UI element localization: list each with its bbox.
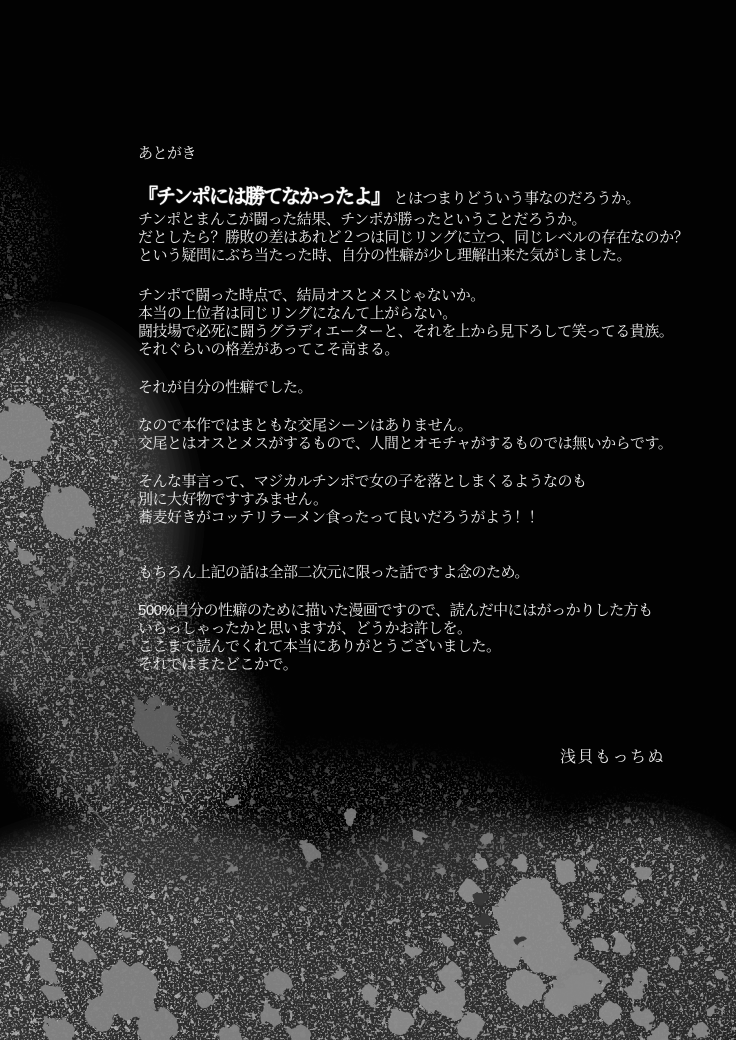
text-line: 本当の上位者は同じリングになんて上がらない。 [138,305,457,322]
text-line: 闘技場で必死に闘うグラディエーターと、それを上から見下ろして笑ってる貴族。 [138,323,674,340]
text-line: チンポで闘った時点で、結局オスとメスじゃないか。 [138,287,485,304]
text-line: そんな事言って、マジカルチンポで女の子を落としまくるようなのも [138,473,587,490]
text-line: それぐらいの格差があってこそ高まる。 [138,341,399,358]
text-line: もちろん上記の話は全部二次元に限った話ですよ念のため。 [138,564,529,581]
text-line: いらっしゃったかと思いますが、どうかお許しを。 [138,620,472,637]
afterword-text [138,145,723,694]
quote-title: 『チンポには勝てなかったよ』 [138,186,379,208]
text-line: 交尾とはオスとメスがするもので、人間とオモチャがするものでは無いからです。 [138,435,673,452]
paragraph-2d [138,564,723,582]
text-line: チンポとまんこが闘った結果、チンポが勝ったということだろうか。 [138,211,587,228]
text-line: なので本作ではまともな交尾シーンはありません。 [138,417,473,434]
opening-line [138,183,723,211]
text-line: 別に大好物ですすみません。 [138,491,328,508]
text-line: という疑問にぶち当たった時、自分の性癖が少し理解出来た気がしました。 [138,247,632,264]
text-line: だとしたら？勝敗の差はあれど２つは同じリングに立つ、同じレベルの存在なのか？ [138,229,689,246]
text-line: ここまで読んでくれて本当にありがとうございました。 [138,638,501,655]
paragraph-magical [138,473,723,527]
paragraph-fetish [138,379,723,397]
text-line: 500%自分の性癖のために描いた漫画ですので、読んだ中にはがっかりした方も [138,602,653,619]
paragraph-opening [138,183,723,265]
text-line: それではまたどこかで。 [138,656,298,673]
opening-rest: とはつまりどういう事なのだろうか。 [379,190,641,207]
text-line: 蕎麦好きがコッテリラーメン食ったって良いだろうがよう！！ [138,509,543,526]
text-line: それが自分の性癖でした。 [138,379,313,396]
paragraph-ring [138,287,723,359]
paragraph-no-scene [138,417,723,453]
page-title: あとがき [138,145,197,162]
paragraph-thanks [138,602,723,674]
author-signature: 浅貝もっちぬ [560,749,666,766]
